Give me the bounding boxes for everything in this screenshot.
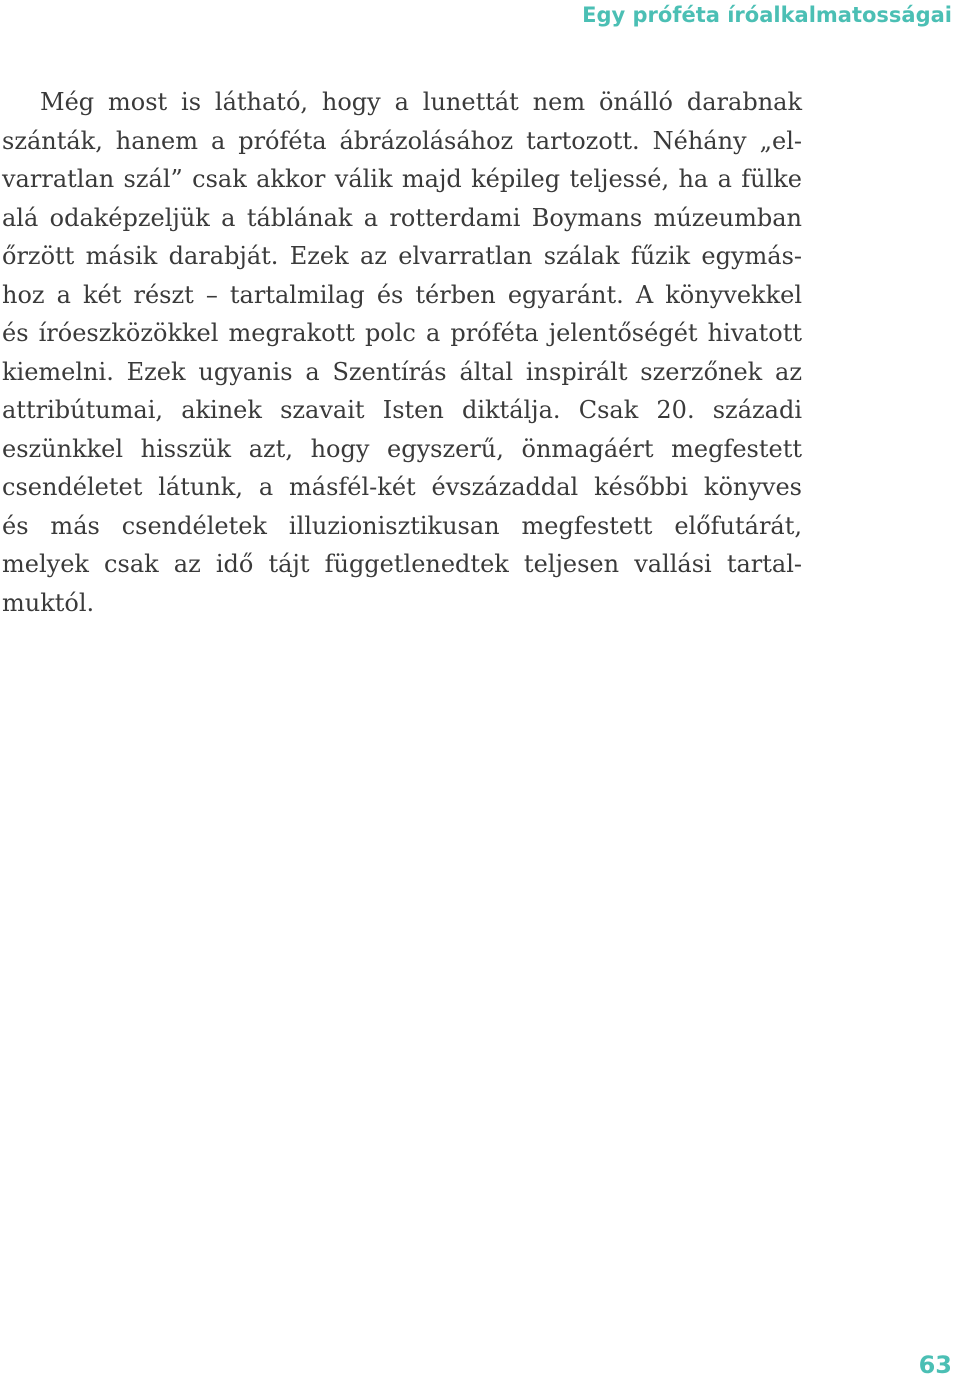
- paragraph-line: muktól.: [2, 588, 95, 617]
- paragraph-line: varratlan szál” csak akkor válik majd képileg teljessé, ha a fülke: [2, 165, 802, 193]
- paragraph-line: hoz a két részt – tartalmilag és térben egyaránt. A könyvekkel: [2, 280, 802, 309]
- body-paragraph: [2, 83, 802, 622]
- paragraph-line: alá odaképzeljük a táblának a rotterdami Boymans múzeumban: [2, 203, 802, 232]
- paragraph-line: és más csendéletek illuzionisztikusan megfestett előfutárát,: [2, 511, 802, 540]
- paragraph-line: attribútumai, akinek szavait Isten diktálja. Csak 20. századi: [2, 396, 802, 424]
- paragraph-line: szánták, hanem a próféta ábrázolásához tartozott. Néhány „el-: [2, 126, 802, 155]
- paragraph-line: melyek csak az idő tájt függetlenedtek teljesen vallási tartal-: [2, 550, 802, 578]
- paragraph-line: csendéletet látunk, a másfél-két évszázaddal későbbi könyves: [2, 473, 802, 501]
- paragraph-line: és íróeszközökkel megrakott polc a próféta jelentőségét hivatott: [2, 319, 802, 347]
- page-number: 63: [918, 1351, 952, 1379]
- paragraph-line: Még most is látható, hogy a lunettát nem önálló darabnak: [40, 88, 802, 116]
- running-header-title: Egy próféta íróalkalmatosságai: [582, 3, 952, 27]
- paragraph-line: eszünkkel hisszük azt, hogy egyszerű, önmagáért megfestett: [2, 434, 802, 463]
- paragraph-line: kiemelni. Ezek ugyanis a Szentírás által inspirált szerzőnek az: [2, 357, 802, 386]
- paragraph-line: őrzött másik darabját. Ezek az elvarratlan szálak fűzik egymás-: [2, 242, 802, 270]
